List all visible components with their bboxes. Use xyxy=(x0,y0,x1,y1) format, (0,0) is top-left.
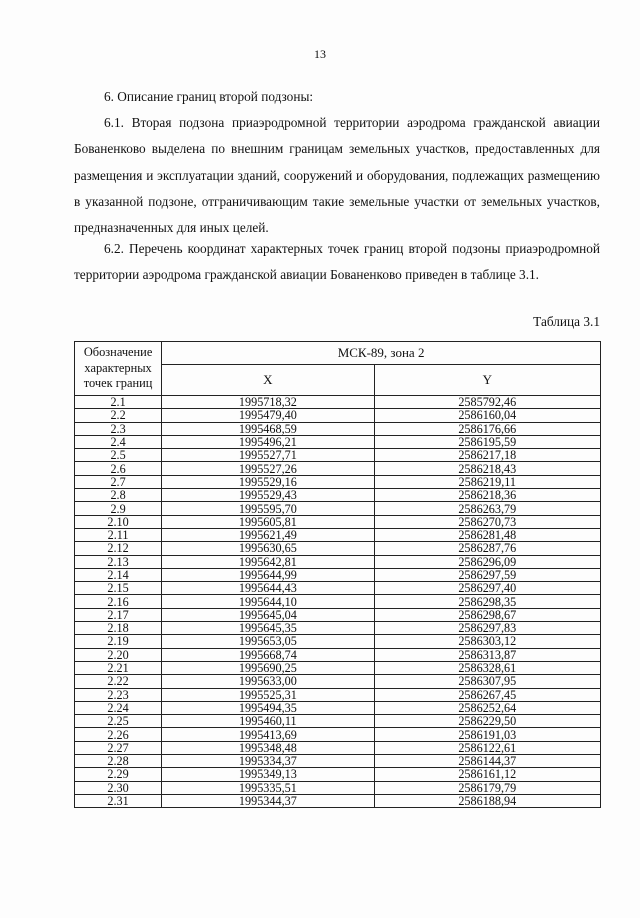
x-value-cell: 1995718,32 xyxy=(162,396,374,409)
y-value-cell: 2586313,87 xyxy=(374,648,600,661)
y-value-cell: 2586176,66 xyxy=(374,422,600,435)
x-value-cell: 1995527,26 xyxy=(162,462,374,475)
y-value-cell: 2586307,95 xyxy=(374,675,600,688)
point-id-cell: 2.11 xyxy=(75,528,162,541)
table-row xyxy=(75,502,601,515)
x-value-cell: 1995605,81 xyxy=(162,515,374,528)
point-id-cell: 2.23 xyxy=(75,688,162,701)
table-row xyxy=(75,582,601,595)
point-id-cell: 2.25 xyxy=(75,715,162,728)
table-row xyxy=(75,728,601,741)
x-value-cell: 1995653,05 xyxy=(162,635,374,648)
y-value-cell: 2586298,35 xyxy=(374,595,600,608)
x-value-cell: 1995349,13 xyxy=(162,768,374,781)
x-value-cell: 1995645,04 xyxy=(162,608,374,621)
point-id-cell: 2.10 xyxy=(75,515,162,528)
y-value-cell: 2586263,79 xyxy=(374,502,600,515)
table-row xyxy=(75,542,601,555)
point-id-cell: 2.16 xyxy=(75,595,162,608)
y-value-cell: 2586144,37 xyxy=(374,755,600,768)
x-value-cell: 1995630,65 xyxy=(162,542,374,555)
y-value-cell: 2586195,59 xyxy=(374,435,600,448)
x-value-cell: 1995494,35 xyxy=(162,701,374,714)
point-id-cell: 2.12 xyxy=(75,542,162,555)
x-value-cell: 1995496,21 xyxy=(162,435,374,448)
point-id-cell: 2.4 xyxy=(75,435,162,448)
table-row xyxy=(75,755,601,768)
x-value-cell: 1995595,70 xyxy=(162,502,374,515)
x-value-cell: 1995344,37 xyxy=(162,794,374,807)
x-value-cell: 1995644,43 xyxy=(162,582,374,595)
x-value-cell: 1995413,69 xyxy=(162,728,374,741)
table-row xyxy=(75,715,601,728)
x-value-cell: 1995644,10 xyxy=(162,595,374,608)
point-id-cell: 2.22 xyxy=(75,675,162,688)
point-id-cell: 2.20 xyxy=(75,648,162,661)
point-id-cell: 2.18 xyxy=(75,622,162,635)
x-value-cell: 1995668,74 xyxy=(162,648,374,661)
point-id-cell: 2.6 xyxy=(75,462,162,475)
table-row xyxy=(75,528,601,541)
point-id-cell: 2.8 xyxy=(75,489,162,502)
point-id-cell: 2.26 xyxy=(75,728,162,741)
section-heading: 6. Описание границ второй подзоны: xyxy=(104,89,314,104)
table-row xyxy=(75,661,601,674)
y-value-cell: 2586298,67 xyxy=(374,608,600,621)
point-id-cell: 2.7 xyxy=(75,475,162,488)
y-value-cell: 2586188,94 xyxy=(374,794,600,807)
x-value-cell: 1995460,11 xyxy=(162,715,374,728)
x-value-cell: 1995529,43 xyxy=(162,489,374,502)
y-value-cell: 2586217,18 xyxy=(374,449,600,462)
table-row xyxy=(75,475,601,488)
y-value-cell: 2586218,43 xyxy=(374,462,600,475)
table-row xyxy=(75,781,601,794)
y-value-cell: 2586297,83 xyxy=(374,622,600,635)
x-value-cell: 1995335,51 xyxy=(162,781,374,794)
x-value-cell: 1995621,49 xyxy=(162,528,374,541)
paragraph-6-1: 6.1. Вторая подзона приаэродромной территории аэродрома гражданской авиации Бованенково выделена по внешним границам земельных участков, предоставленных для размещения и эксплуатации зданий, сооружений и оборудования, подлежащих размещению в указанной подзоне, отграничивающим такие земельные участки от земельных участков, предназначенных для иных целей. xyxy=(74,115,600,236)
point-id-cell: 2.19 xyxy=(75,635,162,648)
x-value-cell: 1995529,16 xyxy=(162,475,374,488)
table-row xyxy=(75,435,601,448)
x-value-cell: 1995479,40 xyxy=(162,409,374,422)
y-value-cell: 2586270,73 xyxy=(374,515,600,528)
point-id-cell: 2.1 xyxy=(75,396,162,409)
y-value-cell: 2586296,09 xyxy=(374,555,600,568)
coordinate-system-header: МСК-89, зона 2 xyxy=(162,342,601,365)
point-id-cell: 2.30 xyxy=(75,781,162,794)
table-row xyxy=(75,489,601,502)
y-value-cell: 2586281,48 xyxy=(374,528,600,541)
y-value-cell: 2585792,46 xyxy=(374,396,600,409)
y-value-cell: 2586267,45 xyxy=(374,688,600,701)
y-value-cell: 2586297,40 xyxy=(374,582,600,595)
x-value-cell: 1995334,37 xyxy=(162,755,374,768)
table-row xyxy=(75,409,601,422)
table-row xyxy=(75,422,601,435)
y-value-cell: 2586191,03 xyxy=(374,728,600,741)
y-value-cell: 2586328,61 xyxy=(374,661,600,674)
x-value-cell: 1995645,35 xyxy=(162,622,374,635)
table-caption: Таблица 3.1 xyxy=(533,314,600,329)
paragraph-6-2: 6.2. Перечень координат характерных точек границ второй подзоны приаэродромной территории аэродрома гражданской авиации Бованенково приведен в таблице 3.1. xyxy=(74,241,600,283)
point-id-cell: 2.24 xyxy=(75,701,162,714)
x-value-cell: 1995644,99 xyxy=(162,568,374,581)
x-value-cell: 1995525,31 xyxy=(162,688,374,701)
coordinates-table-body xyxy=(75,396,601,808)
y-value-cell: 2586160,04 xyxy=(374,409,600,422)
y-value-cell: 2586229,50 xyxy=(374,715,600,728)
x-value-cell: 1995642,81 xyxy=(162,555,374,568)
x-coordinate-header: X xyxy=(162,365,374,396)
y-value-cell: 2586122,61 xyxy=(374,741,600,754)
table-row xyxy=(75,675,601,688)
x-value-cell: 1995348,48 xyxy=(162,741,374,754)
y-value-cell: 2586252,64 xyxy=(374,701,600,714)
coordinates-table xyxy=(74,341,601,808)
point-id-cell: 2.27 xyxy=(75,741,162,754)
table-row xyxy=(75,608,601,621)
point-id-cell: 2.31 xyxy=(75,794,162,807)
point-designation-header: Обозначение характерных точек границ xyxy=(75,342,162,396)
table-row xyxy=(75,768,601,781)
point-id-cell: 2.14 xyxy=(75,568,162,581)
y-value-cell: 2586161,12 xyxy=(374,768,600,781)
x-value-cell: 1995527,71 xyxy=(162,449,374,462)
table-row xyxy=(75,568,601,581)
point-id-cell: 2.28 xyxy=(75,755,162,768)
table-row xyxy=(75,741,601,754)
table-row xyxy=(75,701,601,714)
table-row xyxy=(75,396,601,409)
x-value-cell: 1995633,00 xyxy=(162,675,374,688)
table-row xyxy=(75,595,601,608)
point-id-cell: 2.9 xyxy=(75,502,162,515)
y-coordinate-header: Y xyxy=(374,365,600,396)
point-id-cell: 2.13 xyxy=(75,555,162,568)
point-id-cell: 2.3 xyxy=(75,422,162,435)
table-row xyxy=(75,462,601,475)
table-row xyxy=(75,555,601,568)
point-id-cell: 2.15 xyxy=(75,582,162,595)
y-value-cell: 2586297,59 xyxy=(374,568,600,581)
x-value-cell: 1995468,59 xyxy=(162,422,374,435)
y-value-cell: 2586179,79 xyxy=(374,781,600,794)
table-row xyxy=(75,688,601,701)
point-id-cell: 2.29 xyxy=(75,768,162,781)
table-row xyxy=(75,794,601,807)
y-value-cell: 2586287,76 xyxy=(374,542,600,555)
point-id-cell: 2.21 xyxy=(75,661,162,674)
y-value-cell: 2586218,36 xyxy=(374,489,600,502)
y-value-cell: 2586219,11 xyxy=(374,475,600,488)
point-id-cell: 2.2 xyxy=(75,409,162,422)
y-value-cell: 2586303,12 xyxy=(374,635,600,648)
point-id-cell: 2.5 xyxy=(75,449,162,462)
table-row xyxy=(75,622,601,635)
x-value-cell: 1995690,25 xyxy=(162,661,374,674)
table-row xyxy=(75,635,601,648)
coordinates-table-container xyxy=(74,341,601,808)
table-row xyxy=(75,515,601,528)
table-row xyxy=(75,449,601,462)
point-id-cell: 2.17 xyxy=(75,608,162,621)
page-number: 13 xyxy=(314,47,326,61)
table-row xyxy=(75,648,601,661)
